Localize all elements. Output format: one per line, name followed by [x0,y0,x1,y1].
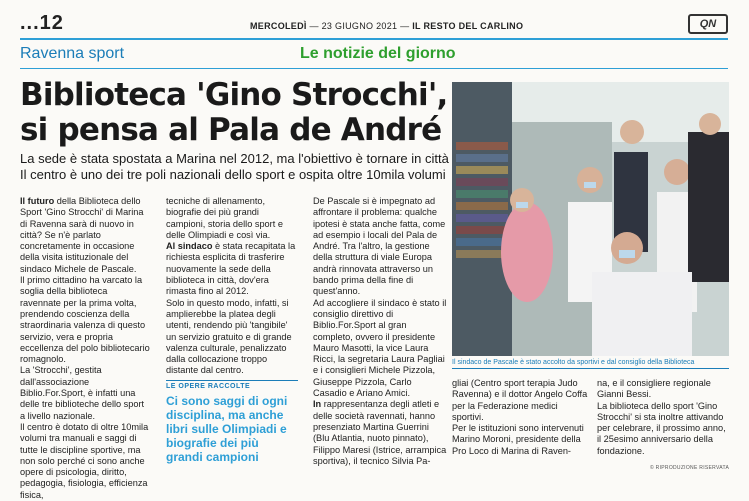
page-header [0,0,749,40]
paragraph: La biblioteca dello sport 'Gino Strocchi' si sta inoltre attivando per celebrare, il prossimo anno, il 25esimo anniversario della fondazione. [597,400,726,456]
article-title: Biblioteca 'Gino Strocchi', si pensa al Pala de André [20,77,448,148]
page-number: ...12 [20,12,64,34]
header-rule [20,38,728,40]
copyright-notice: © RIPRODUZIONE RISERVATA [650,465,730,471]
paragraph: Solo in questo modo, infatti, si amplierebbe la platea degli utenti, rendendo più 'tangibile' un servizio gratuito e di grande valenza culturale, penalizzato dalla collocazione troppo distante dal centro. [166,297,292,376]
lead-word: In [313,399,322,410]
paragraph [313,399,447,467]
photo-caption: Il sindaco de Pascale è stato accolto da sportivi e dal consiglio della Biblioteca [452,359,729,369]
paragraph: na, e il consigliere regionale Gianni Bessi. [597,378,711,400]
article-column-1 [20,196,150,501]
paragraph-text: della Biblioteca dello Sport 'Gino Strocchi' di Marina di Ravenna sarà di nuovo in città? Se n'è parlato concretamente in occasione della visita istituzionale del sindaco Michele de Pascale. [20,196,144,274]
section-name: Ravenna sport [20,45,125,62]
article-photo [452,82,729,356]
pull-quote-box [166,380,298,464]
paragraph [166,241,298,297]
section-kicker: Le notizie del giorno [300,45,456,62]
article-column-3 [313,196,447,467]
paragraph [20,196,150,275]
dateline-day: MERCOLEDÌ [250,21,307,31]
pull-quote-text: Ci sono saggi di ogni disciplina, ma anche libri sulle Olimpiadi e biografie dei più grandi campioni [166,394,288,464]
paragraph-text: rappresentanza degli atleti e delle società ravennati, hanno presenziato Martina Guerrini (Blu Atlantia, nuoto pinnato), Filippo Maresi (Istrice, arrampica sportiva), il tecnico Silvia Pa- [313,399,447,466]
paragraph: Il primo cittadino ha varcato la soglia della biblioteca ravennate per la prima volta, prendendo coscienza della straordinaria valenza di questo servizio, vera e propria eccellenza del polo bibliotecario romagnolo. [20,275,150,365]
paragraph: Ad accogliere il sindaco è stato il consiglio direttivo di Biblio.For.Sport al gran completo, ovvero il presidente Mauro Masotti, la vice Laura Ricci, la segretaria Laura Pagliai e i consiglieri Michele Pizzola, Giuseppe Pizzola, Carlo Casadio e Ariano Amici. [313,297,447,399]
dateline [250,21,523,31]
article-column-4 [452,378,589,457]
newspaper-name: IL RESTO DEL CARLINO [412,21,524,31]
lead-word: Il futuro [20,196,55,206]
qn-logo: QN [688,14,728,34]
paragraph: La 'Strocchi', gestita dall'associazione Biblio.For.Sport, è infatti una delle tre biblioteche dello sport a livello nazionale. [20,365,145,421]
paragraph: Il centro è dotato di oltre 10mila volumi tra manuali e saggi di tutte le discipline sportive, ma non solo perché ci sono anche opere di psicologia, diritto, pedagogia, fisiologia, efficienza fisica, [20,421,149,500]
article-subtitle: La sede è stata spostata a Marina nel 2012, ma l'obiettivo è tornare in città Il centro è uno dei tre poli nazionali dello sport e ospita oltre 10mila volumi [20,151,449,182]
paragraph: tecniche di allenamento, biografie dei più grandi campioni, storia dello sport e delle Olimpiadi e così via. [166,196,283,240]
article-column-5 [597,378,729,457]
section-rule [20,68,728,69]
article-column-2 [166,196,298,377]
group-photo-illustration [452,82,729,356]
dateline-date: — 23 GIUGNO 2021 — [306,21,413,31]
paragraph: De Pascale si è impegnato ad affrontare il problema: qualche ipotesi è stata anche fatta, come ad esempio i locali del Pala de André. Tra l'altro, la gestione della struttura di viale Europa andrà rinnovata attraverso un bando prima della fine di quest'anno. [313,196,446,297]
paragraph: gliai (Centro sport terapia Judo Ravenna) e il dottor Angelo Coffa per la Federazione medici sportivi. [452,378,588,422]
paragraph: Per le istituzioni sono intervenuti Marino Moroni, presidente della Pro Loco di Marina di Raven- [452,423,584,456]
lead-word: Al sindaco [166,241,213,252]
paragraph-text: è stata recapitata la richiesta esplicita di trasferire nuovamente la sede della biblioteca in città, dov'era rimasta fino al 2012. [166,241,296,297]
pull-quote-heading: LE OPERE RACCOLTE [166,380,298,390]
